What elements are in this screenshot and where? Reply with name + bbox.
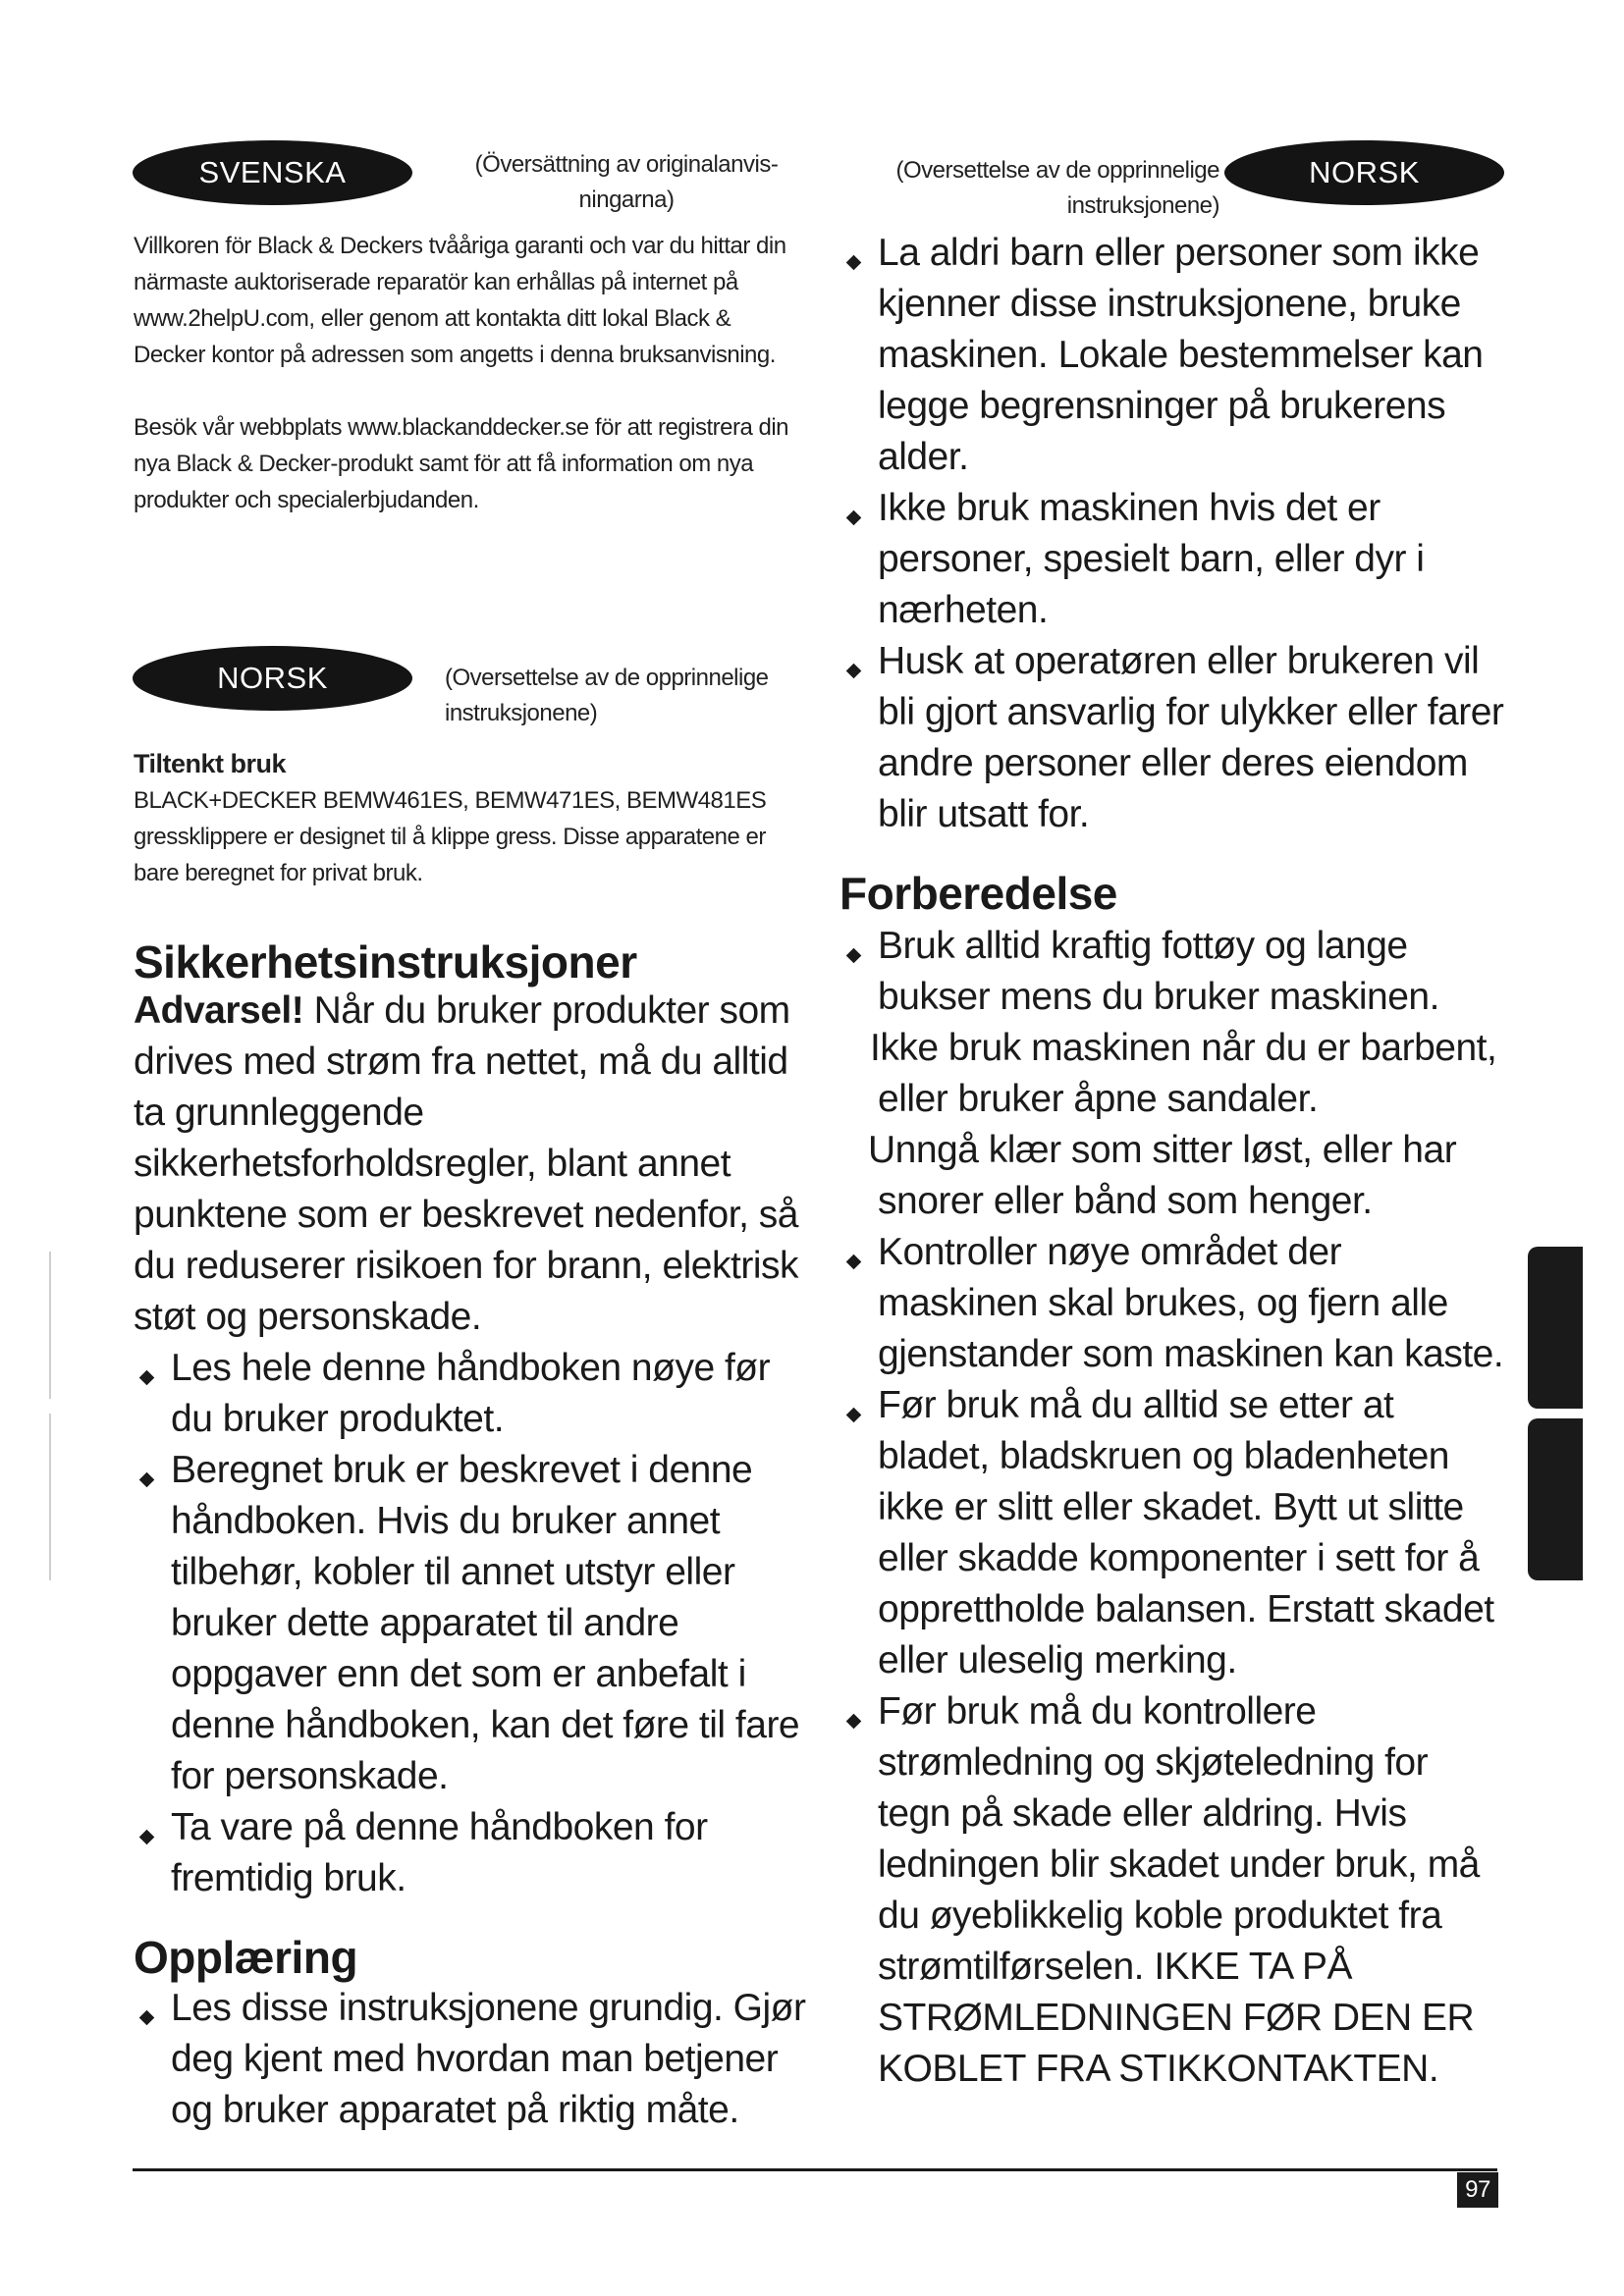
list-item-text: Beregnet bruk er beskrevet i denne håndboken. Hvis du bruker annet tilbehør, kobler til annet utstyr eller bruker dette apparatet til andre oppgaver enn det som er anbefalt i denne håndboken, kan det føre til fare for personskade. bbox=[171, 1449, 800, 1797]
list-item-text: Bruk alltid kraftig fottøy og lange bukser mens du bruker maskinen. bbox=[878, 925, 1439, 1018]
diamond-bullet-icon bbox=[139, 2010, 155, 2026]
side-tab-lower bbox=[1528, 1418, 1583, 1580]
preparation-heading: Forberedelse bbox=[839, 868, 1117, 919]
norsk-badge-right bbox=[1224, 140, 1504, 205]
list-item bbox=[840, 1686, 1508, 2095]
list-item-text: Les disse instruksjonene grundig. Gjør deg kjent med hvordan man betjener og bruker apparatet på riktig måte. bbox=[171, 1987, 806, 2131]
prep-continuation-2b: snorer eller bånd som henger. bbox=[878, 1180, 1373, 1222]
diamond-bullet-icon bbox=[139, 1370, 155, 1386]
list-item bbox=[840, 921, 1508, 1023]
norsk-translation-note-right: (Oversettelse av de opprinnelige instruksjonene) bbox=[895, 157, 1219, 219]
prep-continuation-1b: eller bruker åpne sandaler. bbox=[878, 1078, 1319, 1120]
norsk-translation-note-left: (Oversettelse av de opprinnelige instruksjonene) bbox=[445, 665, 769, 726]
intended-use-section bbox=[134, 746, 811, 891]
diamond-bullet-icon bbox=[139, 1472, 155, 1488]
diamond-bullet-icon bbox=[846, 1255, 862, 1270]
list-item bbox=[134, 1983, 811, 2136]
list-item-text: La aldri barn eller personer som ikke kjenner disse instruksjonene, bruke maskinen. Lokale bestemmelser kan legge begrensninger på brukerens alder. bbox=[878, 232, 1484, 478]
right-top-bullets bbox=[840, 228, 1508, 840]
list-item bbox=[840, 1227, 1508, 1380]
warning-label: Advarsel! bbox=[134, 989, 304, 1032]
svenska-section bbox=[134, 228, 806, 518]
safety-bullet-list bbox=[134, 1343, 811, 1904]
list-item bbox=[840, 636, 1508, 840]
child-safety-bullet-list bbox=[840, 228, 1508, 840]
list-item bbox=[840, 1380, 1508, 1686]
intended-use-text: BLACK+DECKER BEMW461ES, BEMW471ES, BEMW481ES gressklippere er designet til å klippe gress. Disse apparatene er bare beregnet for privat bruk. bbox=[134, 787, 767, 886]
diamond-bullet-icon bbox=[139, 1830, 155, 1845]
svenska-paragraph-website: Besök vår webbplats www.blackanddecker.se för att registrera din nya Black & Decker-produkt samt för att få information om nya produkter och specialerbjudanden. bbox=[134, 414, 789, 513]
svenska-badge-label: SVENSKA bbox=[198, 155, 347, 189]
list-item bbox=[134, 1802, 811, 1904]
prep-continuation-2: Unngå klær som sitter løst, eller har bbox=[868, 1129, 1457, 1171]
list-item-text: Kontroller nøye området der maskinen skal brukes, og fjern alle gjenstander som maskinen kan kaste. bbox=[878, 1231, 1504, 1375]
diamond-bullet-icon bbox=[846, 1408, 862, 1423]
list-item-text: Husk at operatøren eller brukeren vil bli gjort ansvarlig for ulykker eller farer andre personer eller deres eiendom blir utsatt for. bbox=[878, 640, 1504, 835]
diamond-bullet-icon bbox=[846, 510, 862, 526]
preparation-bullet-list-2 bbox=[840, 1227, 1508, 2095]
list-item bbox=[840, 483, 1508, 636]
preparation-block bbox=[840, 921, 1508, 2095]
margin-line-top bbox=[49, 1252, 51, 1399]
svenska-translation-note: (Översättning av originalanvis- ningarna) bbox=[474, 151, 779, 213]
norsk-badge-left bbox=[133, 646, 412, 711]
intended-use-heading: Tiltenkt bruk bbox=[134, 749, 287, 778]
svenska-badge bbox=[133, 140, 412, 205]
svenska-paragraph-warranty: Villkoren för Black & Deckers tvååriga garanti och var du hittar din närmaste auktoriserade reparatör kan erhållas på internet på www.2helpU.com, eller genom att kontakta ditt lokal Black & Decker kontor på adressen som angetts i denna bruksanvisning. bbox=[134, 233, 786, 368]
norsk-badge-right-label: NORSK bbox=[1309, 155, 1420, 189]
diamond-bullet-icon bbox=[846, 664, 862, 679]
safety-heading: Sikkerhetsinstruksjoner bbox=[134, 936, 637, 988]
footer-rule bbox=[133, 2168, 1497, 2171]
training-block bbox=[134, 1983, 811, 2136]
page-number: 97 bbox=[1457, 2172, 1498, 2208]
diamond-bullet-icon bbox=[846, 255, 862, 271]
safety-warning-block bbox=[134, 986, 811, 1904]
safety-warning bbox=[134, 986, 811, 1343]
list-item-text: Før bruk må du kontrollere strømledning og skjøteledning for tegn på skade eller aldring. Hvis ledningen blir skadet under bruk, må du øyeblikkelig koble produktet fra strømtilførselen. IKKE TA PÅ STRØMLEDNINGEN FØR DEN ER KOBLET FRA STIKKONTAKTEN. bbox=[878, 1690, 1480, 2090]
training-heading: Opplæring bbox=[134, 1932, 358, 1983]
diamond-bullet-icon bbox=[846, 1714, 862, 1730]
preparation-bullet-list bbox=[840, 921, 1508, 1023]
training-bullet-list bbox=[134, 1983, 811, 2136]
list-item bbox=[134, 1343, 811, 1445]
list-item-text: Før bruk må du alltid se etter at bladet, bladskruen og bladenheten ikke er slitt eller skadet. Bytt ut slitte eller skadde komponenter i sett for å opprettholde balansen. Erstatt skadet eller uleselig merking. bbox=[878, 1384, 1494, 1682]
margin-line-bottom bbox=[49, 1414, 51, 1580]
list-item bbox=[840, 228, 1508, 483]
warning-text: Når du bruker produkter som drives med strøm fra nettet, må du alltid ta grunnleggende sikkerhetsforholdsregler, blant annet punktene som er beskrevet nedenfor, så du reduserer risikoen for brann, elektrisk støt og personskade. bbox=[134, 989, 798, 1338]
list-item bbox=[134, 1445, 811, 1802]
side-tab-upper bbox=[1528, 1247, 1583, 1409]
list-item-text: Les hele denne håndboken nøye før du bruker produktet. bbox=[171, 1347, 771, 1440]
list-item-text: Ta vare på denne håndboken for fremtidig bruk. bbox=[171, 1806, 708, 1899]
prep-continuation-1: Ikke bruk maskinen når du er barbent, bbox=[870, 1027, 1497, 1069]
diamond-bullet-icon bbox=[846, 948, 862, 964]
norsk-badge-left-label: NORSK bbox=[217, 661, 328, 695]
list-item-text: Ikke bruk maskinen hvis det er personer, spesielt barn, eller dyr i nærheten. bbox=[878, 487, 1425, 631]
